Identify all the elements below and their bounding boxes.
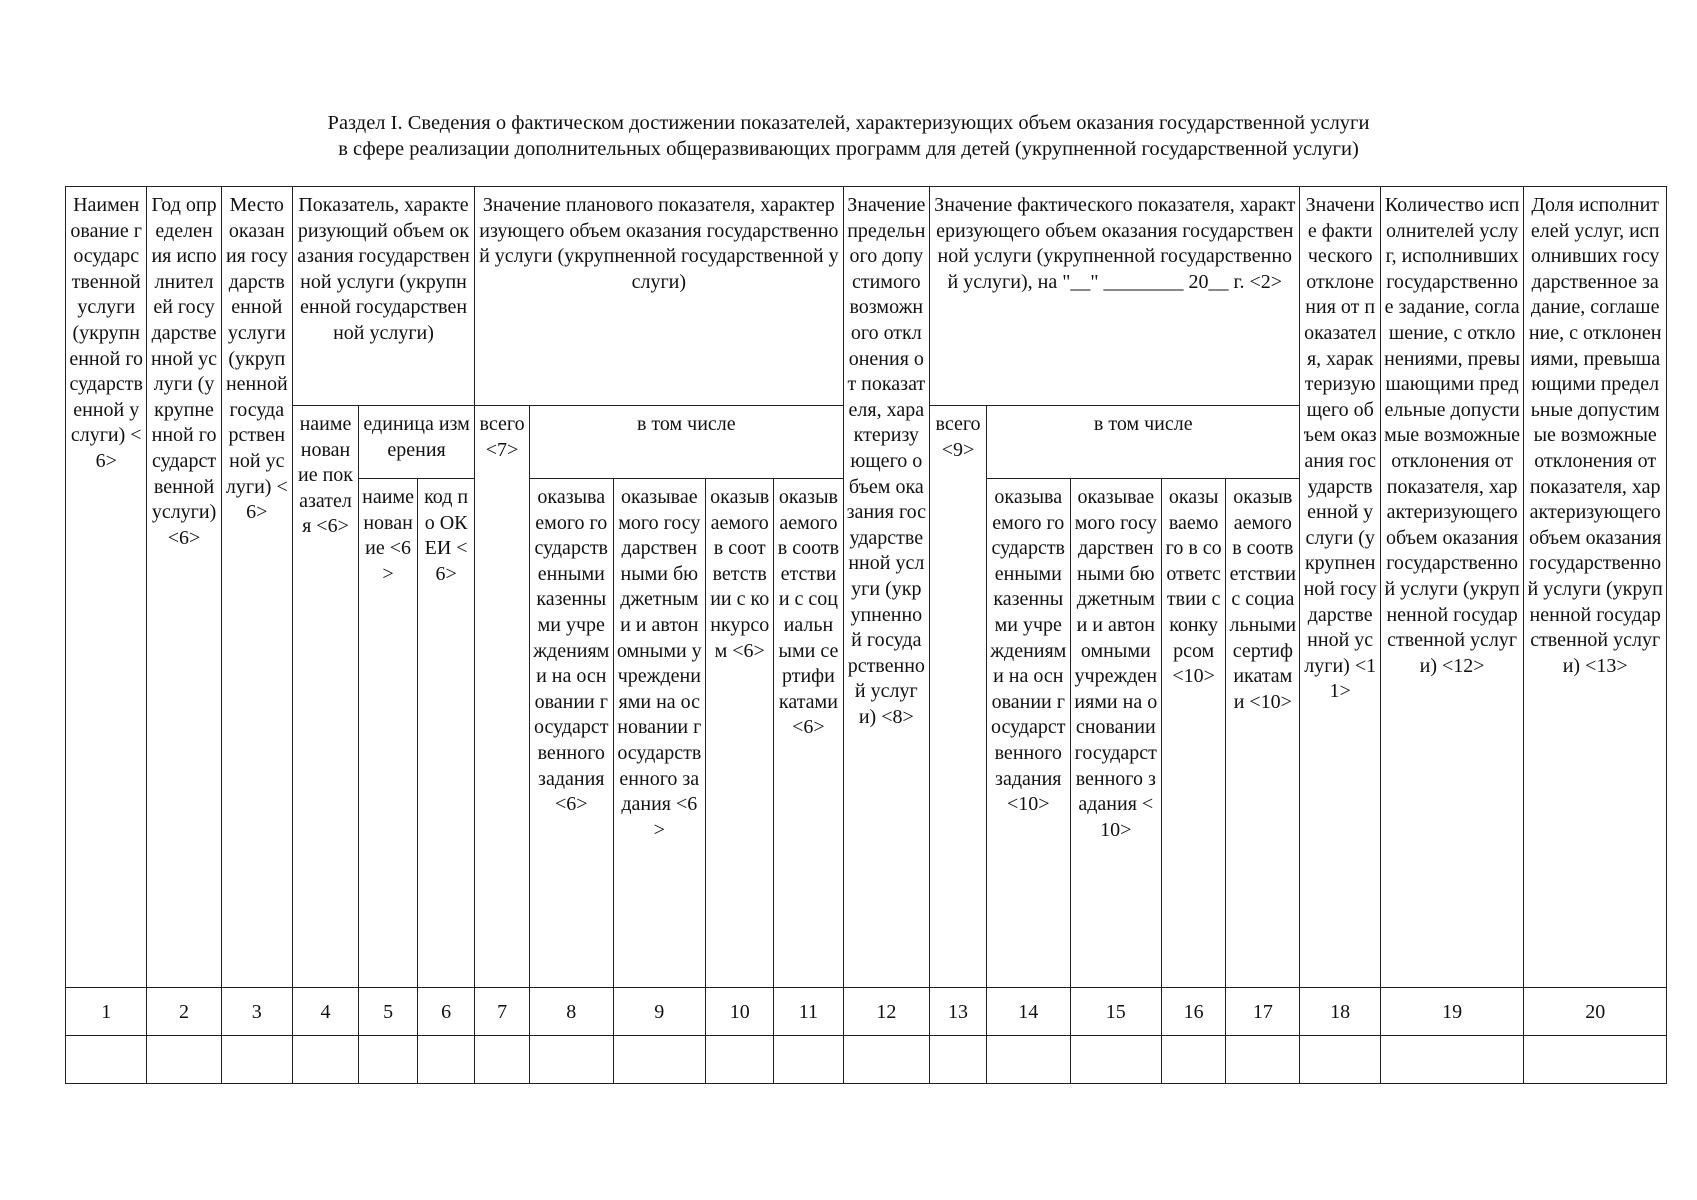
column-number: 9 (613, 988, 706, 1036)
header-fact-including: в том числе (987, 406, 1300, 479)
header-indicator-name: наименование показателя <6> (292, 406, 358, 988)
header-plan-social-certificates: оказываемого в соответствии с социальными сертификатами <6> (774, 479, 843, 988)
data-cell (147, 1036, 221, 1084)
data-cell (1162, 1036, 1226, 1084)
data-cell (774, 1036, 843, 1084)
column-number: 16 (1162, 988, 1226, 1036)
column-number: 12 (843, 988, 930, 1036)
column-number: 8 (530, 988, 613, 1036)
column-number: 20 (1524, 988, 1667, 1036)
header-fact-value-group: Значение фактического показателя, характеризующего объем оказания государственной услуги (укрупненной государственной услуги), на "__" ________ 20__ г. <2> (930, 187, 1300, 406)
data-cell (1070, 1036, 1162, 1084)
data-row (66, 1036, 1667, 1084)
data-cell (930, 1036, 987, 1084)
header-unit-group: единица измерения (359, 406, 475, 479)
data-cell (1380, 1036, 1524, 1084)
column-number: 4 (292, 988, 358, 1036)
data-cell (221, 1036, 292, 1084)
header-plan-budget-institutions: оказываемого государственными бюджетными и автономными учреждениями на основании государственного задания <6> (613, 479, 706, 988)
column-number: 17 (1226, 988, 1300, 1036)
data-cell (359, 1036, 418, 1084)
column-number: 2 (147, 988, 221, 1036)
column-number: 6 (418, 988, 475, 1036)
header-fact-social-certificates: оказываемого в соответствии с социальными сертификатами <10> (1226, 479, 1300, 988)
header-fact-budget-institutions: оказываемого государственными бюджетными и автономными учреждениями на основании государственного задания <10> (1070, 479, 1162, 988)
header-executors-share: Доля исполнителей услуг, исполнивших государственное задание, соглашение, с отклонениями, превышающими предельные допустимые возможные отклонения от показателя, характеризующего объем оказания государственной услуги (укрупненной государственной услуги) <13> (1524, 187, 1667, 988)
column-number: 14 (987, 988, 1070, 1036)
column-number: 1 (66, 988, 147, 1036)
header-unit-okei: код по ОКЕИ <6> (418, 479, 475, 988)
data-cell (987, 1036, 1070, 1084)
data-cell (292, 1036, 358, 1084)
header-plan-including: в том числе (530, 406, 844, 479)
header-plan-state-institutions: оказываемого государственными казенными учреждениями на основании государственного задания <6> (530, 479, 613, 988)
data-cell (1300, 1036, 1380, 1084)
header-determination-year: Год определения исполнителей государственной услуги (укрупненной государственной услуги) <6> (147, 187, 221, 988)
data-cell (475, 1036, 530, 1084)
header-fact-total: всего <9> (930, 406, 987, 988)
header-fact-state-institutions: оказываемого государственными казенными учреждениями на основании государственного задания <10> (987, 479, 1070, 988)
column-number: 5 (359, 988, 418, 1036)
column-number: 19 (1380, 988, 1524, 1036)
column-number: 13 (930, 988, 987, 1036)
column-number: 3 (221, 988, 292, 1036)
data-cell (530, 1036, 613, 1084)
section-title (0, 110, 1697, 162)
data-cell (1226, 1036, 1300, 1084)
section-title-line-2: в сфере реализации дополнительных общеразвивающих программ для детей (укрупненной государственной услуги) (338, 138, 1359, 160)
header-service-place: Место оказания государственной услуги (укрупненной государственной услуги) <6> (221, 187, 292, 988)
data-cell (66, 1036, 147, 1084)
header-unit-name: наименование <6> (359, 479, 418, 988)
header-indicator-group: Показатель, характеризующий объем оказания государственной услуги (укрупненной государственной услуги) (292, 187, 474, 406)
header-allowed-deviation: Значение предельного допустимого возможного отклонения от показателя, характеризующего объем оказания государственной услуги (укрупненной государственной услуги) <8> (843, 187, 930, 988)
header-plan-competition: оказываемого в соответствии с конкурсом <6> (706, 479, 774, 988)
data-cell (843, 1036, 930, 1084)
data-cell (706, 1036, 774, 1084)
column-number: 7 (475, 988, 530, 1036)
column-number: 11 (774, 988, 843, 1036)
header-fact-competition: оказываемого в соответствии с конкурсом <10> (1162, 479, 1226, 988)
column-number: 18 (1300, 988, 1380, 1036)
header-service-name: Наименование государственной услуги (укрупненной государственной услуги) <6> (66, 187, 147, 988)
column-number: 15 (1070, 988, 1162, 1036)
data-cell (418, 1036, 475, 1084)
section-title-line-1: Раздел I. Сведения о фактическом достижении показателей, характеризующих объем оказания государственной услуги (327, 112, 1370, 134)
header-plan-value-group: Значение планового показателя, характеризующего объем оказания государственной услуги (укрупненной государственной услуги) (475, 187, 843, 406)
header-plan-total: всего <7> (475, 406, 530, 988)
header-fact-deviation: Значение фактического отклонения от показателя, характеризующего объем оказания государственной услуги (укрупненной государственной услуги) <11> (1300, 187, 1380, 988)
data-cell (613, 1036, 706, 1084)
header-executors-count: Количество исполнителей услуг, исполнивших государственное задание, соглашение, с отклонениями, превышающими предельные допустимые возможные отклонения от показателя, характеризующего объем оказания государственной услуги (укрупненной государственной услуги) <12> (1380, 187, 1524, 988)
column-numbers-row (66, 988, 1667, 1036)
data-cell (1524, 1036, 1667, 1084)
column-number: 10 (706, 988, 774, 1036)
indicators-table (65, 186, 1667, 1084)
